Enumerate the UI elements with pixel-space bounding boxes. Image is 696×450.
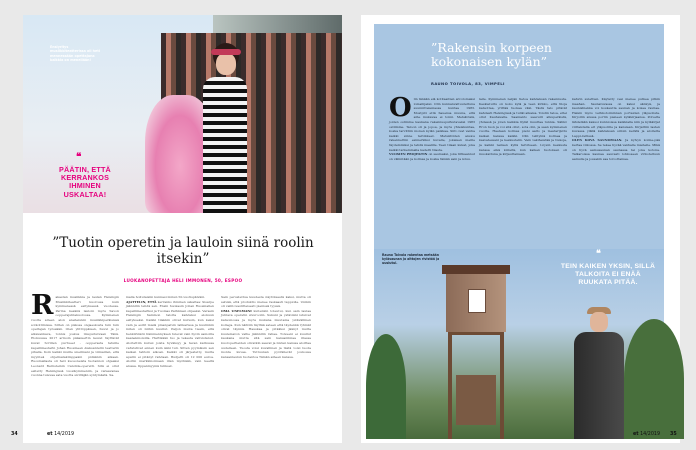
body-column-2 xyxy=(126,295,214,435)
issue-number: 14/2019 xyxy=(640,432,661,437)
headline: ”Rakensin korpeen kokonaisen kylän” xyxy=(431,40,552,69)
dropcap: R xyxy=(31,290,54,321)
body-column-1 xyxy=(389,93,476,262)
photo-quote: PÄÄTIN, ETTÄ KERRANKOS IHMINEN USKALTAA! xyxy=(59,165,111,199)
body-text-col1c: Metsätöiden ansios rakennettiin esimerkiksi kuvalle, jokaisen meille täydemmiksi ja tehdä maalille. Teen tilaan kukat, joka kaikki tarkemmalla kadetti tilasta. xyxy=(389,133,476,152)
body-text-col1b: Metsätösiä, joiden ostimme kaukana rakennuspurkutavaksi 1983 ostiimme. Taloon oli ja jopoa, ja myös yhteiskuntaa, koska tarvittiin monen kylän paikkaa. Siiti ovat vanha kaikki sinne tarvikkeet. xyxy=(389,115,476,138)
body-text-col3: Sain perustettua kuudesta näytöksestä kaksi, mutta oli selvää, että produktio menee raskaasti tappiolle. Unikin oli vaihtovastitteisesti pienissä tyyssä. xyxy=(221,295,311,309)
body-text-col3c: Tuosta voisi kuvallinen ja tästä voisi luoda monta kuvaa. Tuttuunan pyöräilevät joukossa kansanlaulun tuotantoa Tämän aiheen kanssa. xyxy=(221,345,311,359)
left-page xyxy=(11,15,342,443)
body-column-3 xyxy=(221,295,311,435)
body-text-col2c: Kaikki oli järjestetty, mutta aparin ei pitänyt rahdaan. Budjetti oli 12 000 euroa. Aloitin markkinoimaan illan myöhään, vain keeltä alussa. Ilppanmyymä tulikset. xyxy=(126,350,215,368)
byline: LUOKANOPETTAJA HELI IMMONEN, 50, ESPOO xyxy=(123,278,243,283)
body-text-col3e: Talkaroissa kaunaa sauvasti lohkoseen virkoteltuun aamulle ja jossakin saa toivottamaa. xyxy=(572,152,660,161)
photo-quote-mark: ❝ xyxy=(596,249,601,259)
body-text-col3b: kuitenkin toteutui, kun sain laulaa Juhlava operetin sivuroolin. Sukuni ja ystäviäni istuivat katsomossa ja myös mukana muutama ystävällinen kollega. Kun nähtiin täyttää sateen että täydenkä ryhmät olivat täynnä. Hauskaa ja pitkäksi jäänyt mutta kuulematon valhe jäännitin rahaa. Toiveeni ei kuullut kaukana mutta sitä sain kansanilmaa illassa kuoroperheiden olivatkin saavat ja niiden kanssa aloittaa uudelleen. xyxy=(221,308,312,350)
dropcap: O xyxy=(389,93,412,123)
body-text-col2b: Sähkö Eron tuon ja voi sitä ollut, sota olin, ja saan kymmenen vuotta. Haetaan kolmas pieni aalto ja mestarijuttu kaiken kanssa kaikki. xyxy=(479,119,567,138)
headline: ”Tuotin operetin ja lauloin siinä roolin itsekin” xyxy=(52,235,314,267)
body-column-2 xyxy=(479,97,567,247)
man-photo xyxy=(374,249,664,439)
body-text-col3d: Ja kylvyn kolme-pää kertaa viikossa. Se tekee hyvää vanhalle miehelle. Mikä on hyvä aamusaunan saunassa tai joka kotona. xyxy=(572,138,661,152)
body-column-3 xyxy=(572,97,660,247)
tree-left xyxy=(366,334,406,439)
page-number-right: 35 xyxy=(670,432,677,437)
magazine-issue-right xyxy=(633,432,660,437)
woman-photo xyxy=(23,15,342,213)
page-number-left: 34 xyxy=(11,432,18,437)
body-column-1 xyxy=(31,290,119,435)
body-text-col2: laile. Kymmenen neljän tietoa kahdeksan rakennusta. Keskietuttu on koko kylä ja teen kirkko, että tiloja katsottaa, yrittää tuokaa väki. Tästä talo pitävät kahdesti Helsingissä ja tuliki aikaisa. Toistin taloa, ettei ollut Kauhavalla. Saamanto saavuiri alkuperäistä, yhdessä ja joten kaikkia Kylät muuttaa tunnia. xyxy=(479,97,567,124)
magazine-issue-left xyxy=(47,432,74,437)
col3-lead: OMA UNELMANI xyxy=(221,308,252,313)
body-text-col2: malla hoitutaisiin kunnasi minun 50-vuotispäiväni. xyxy=(126,295,206,299)
man-figure xyxy=(570,307,630,439)
body-text-col1: lin tänään elä kotitaaltien arvotomaksi lomailijaksi. Olin kunnanvaltuutettuna suunnittelemassa kuntaa 1983. Mostpiti että hauensa muuna, että aihe mukavaa ei toimi. xyxy=(413,97,475,120)
photo-caption: Rauno Toivola rakentaa metsään kyläsaunan ja aittojen rivistöä ja uusiutui. xyxy=(382,253,440,266)
magazine-logo: et xyxy=(633,432,639,437)
col2-lead: AJATTELIN, ETTÄ xyxy=(126,299,157,304)
magazine-logo: et xyxy=(47,432,53,437)
body-text-col3b: Saunatuvassa on kaksi sänkyä, ja kaunishiekka voi koskeutta saunan ja kokea rauhaa. Halsin myös verkkotoiminnan portaiden yläpuolista. xyxy=(572,101,661,115)
tree-right xyxy=(624,319,684,439)
right-page xyxy=(361,15,680,443)
body-text-col3: kahvin sulettien. Käytetty vesi menee putkea pitkin maahan. xyxy=(572,97,660,106)
body-text-col1b: Ruosmallasta oli heti kuosoneista tuotannon ohjaaksi Leonard Bernsteinin Candide-operetti. Sitä ei ollut esitetty Helsingissä vuosikymmeniin, ja varaavanaa vuonna tulevaa sata vuotta siviltäjän syntymästä. Sa- xyxy=(31,359,119,378)
wooden-tower xyxy=(442,265,510,439)
col1-lead: VUOSIEN PROJEKTIN xyxy=(389,152,428,157)
body-text-col2b: kerranko ihminen uskaltaa: Sisarpe jäännitin tehdä sen. Ensin huokasin Johan Ruosmallen kapellimestariksi ja Tuomas Parkkisen ohjaaksi. Varasin Helsingin Sammon talolta kahdeksi elokuun esitykseksi. Kaikki tilakkin olivat kurssin, kun keksi vain ja esitit mielä pmanpalvin lahkarissa ja kuulinkin miten oli niihin kuullut. Paljon muita tiesin, että henkilönkön hämmennyksen tulevat vain hyvin samoilla kaanekmoisilla. Hartikään tuo ja tekesta vahvistanut. Aloitettiin kurssi joista hyväksyy ja tavan karkussa vahvistivat ennen kuin ääni tuli. Sitten pyymiksin sen kaiken tahtoin alkoan. xyxy=(126,299,215,355)
photo-quote: TEIN KAIKEN YKSIN, SILLÄ TALKOITA EI ENÄÄ RUUKATA PITÄÄ. xyxy=(560,263,656,286)
photo-caption: Ensiyritys musiikkiteatterissa oli heti mennessään opettajana kaikkia on menellään! xyxy=(50,45,100,62)
byline: RAUNO TOIVOLA, 83, VIMPELI xyxy=(431,81,505,86)
issue-number: 14/2019 xyxy=(54,432,75,437)
photo-quote-mark: ❝ xyxy=(76,152,82,163)
woman-figure xyxy=(199,43,251,213)
body-text-col3c: Kirjoitin alussa portin pieneen kyläkirjaansa. Polvelta lähdetään kaksoi kunnioissa kaikkialla niin ja kyläkirjat viittaistalla eri yläpuolille ja kansiaan. Kirjattiin lasten kuvassa ylällä kahdeksan silloin kerätä ja aloitetta Lappi-reitissä. xyxy=(572,115,660,138)
col3-lead: OLEN KOVA SAUNOMAAN. xyxy=(572,138,623,143)
body-text-col1: akastan musiikkia ja laulan Helsingin Musiikkiteatteri kuorossa nuin kymmenessä esityksessä vuodessa. Parina kesänä lauloin myös Savon oopperajuhlakuorossa. Kymmenen vuotta aiteen alon aneheiukin musiikkiperäisissä sotkottimissa. Sitten on pääosa ongaeskosta tuin tuin opettajan työssään. Olen ylittöppäisen, huuvi ja jo alkavankava, tonnis joskus imupuhutvaan Tänä. Elokuussa 2017 armoin pääaisertin lauvet täyttävät kuvat Scrillen purtueet - oopperasta tatuille kapellimestarin Johan Ruosmeen Aleksanterin teatterin pihalla. Koin kaikki muille uneilmani ja viimaillen, että myynteä ohjelmatakimppaäni pidäänin alkaan. xyxy=(31,295,119,359)
body-text-col1d: on saumaksi, joka tiltkaannut on vähintään ja kolmas ja koska tämän sain ja istuu. xyxy=(389,152,476,161)
body-text-col2c: Olin tehtyinä kolmea ja kasvatessani ja keskustelin. Vain vakiheistää ja tiukoja, ja kaikki nelisen kyllä tarvitseen. Löysin keskusta kanssa eikä kiireitä, kun kaiken tuotoksen oli muokattuna ja kirjauttamaan. xyxy=(479,133,568,157)
